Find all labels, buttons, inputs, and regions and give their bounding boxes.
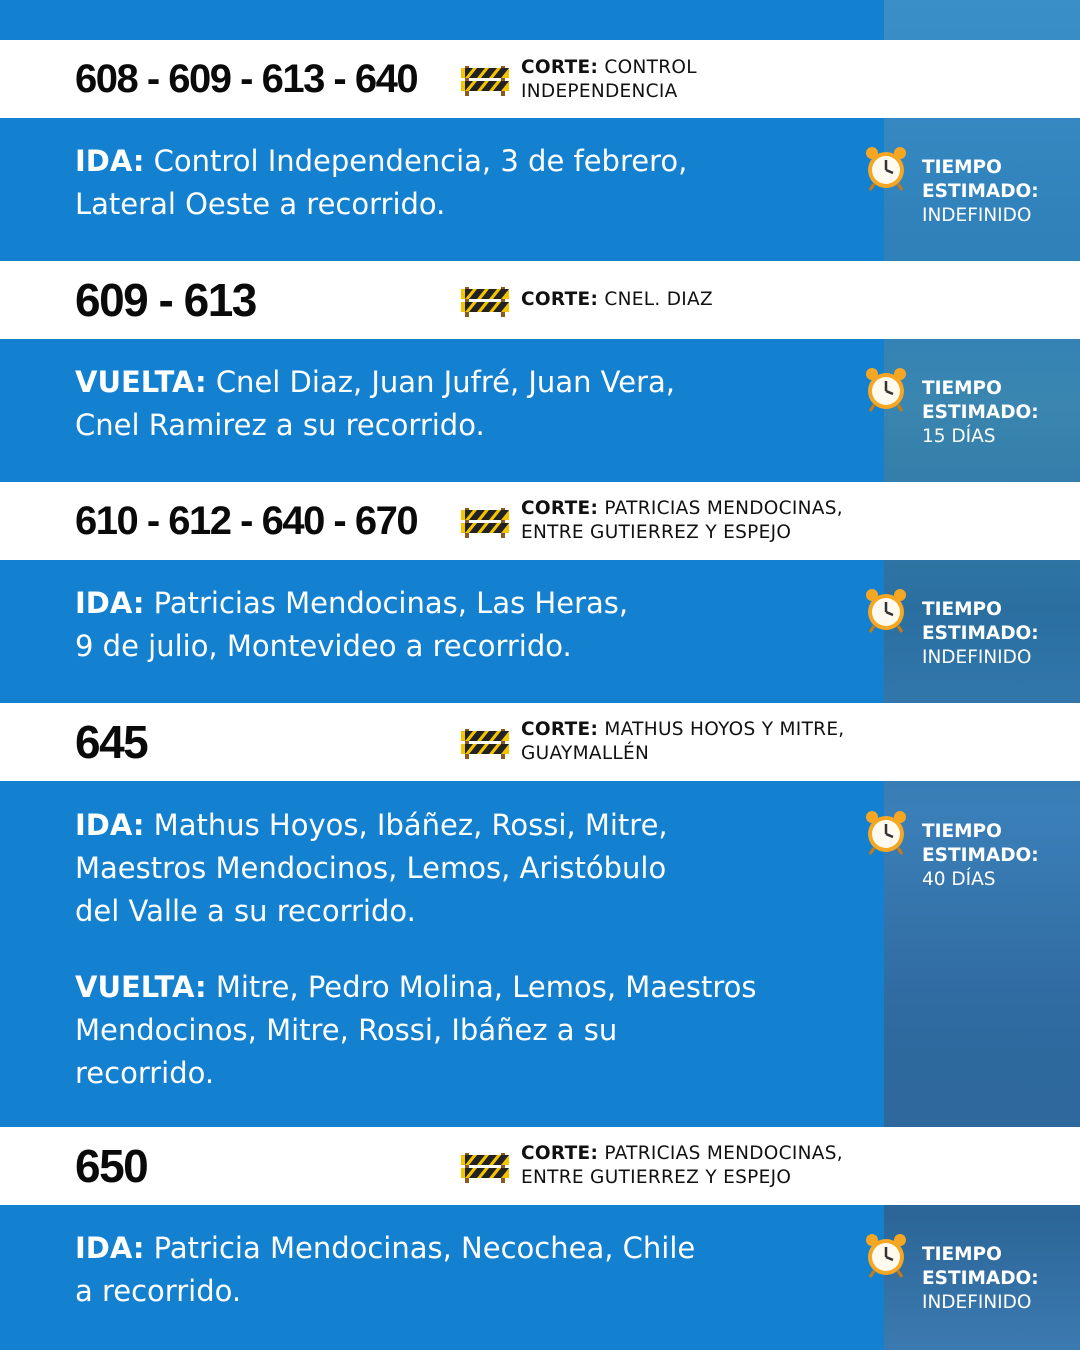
corte-label: CORTE: bbox=[521, 1143, 599, 1164]
route-header-band bbox=[0, 703, 1080, 781]
description-line: Patricia Mendocinas, Necochea, Chile bbox=[153, 1231, 696, 1265]
tiempo-label: TIEMPO bbox=[922, 378, 1002, 399]
route-number: 608 - 609 - 613 - 640 bbox=[75, 57, 418, 101]
estimated-time bbox=[922, 820, 1039, 892]
description-line: Patricias Mendocinas, Las Heras, bbox=[153, 586, 629, 620]
alarm-clock-icon bbox=[862, 365, 910, 413]
estimated-time bbox=[922, 156, 1039, 228]
direction-label: IDA: bbox=[75, 144, 145, 178]
alarm-clock-icon bbox=[862, 808, 910, 856]
corte-label: CORTE: bbox=[521, 57, 599, 78]
route-description bbox=[75, 140, 835, 226]
corte-line: ENTRE GUTIERREZ Y ESPEJO bbox=[521, 522, 792, 543]
tiempo-value: 15 DÍAS bbox=[922, 426, 996, 447]
corte-info bbox=[521, 56, 697, 104]
estimated-time bbox=[922, 377, 1039, 449]
route-number: 645 bbox=[75, 716, 148, 768]
route-number: 650 bbox=[75, 1140, 148, 1192]
direction-label: VUELTA: bbox=[75, 970, 207, 1004]
alarm-clock-icon bbox=[862, 144, 910, 192]
corte-line: PATRICIAS MENDOCINAS, bbox=[604, 1143, 843, 1164]
corte-label: CORTE: bbox=[521, 719, 599, 740]
route-header-band bbox=[0, 40, 1080, 118]
tiempo-label: ESTIMADO: bbox=[922, 845, 1039, 866]
description-line: Mathus Hoyos, Ibáñez, Rossi, Mitre, bbox=[153, 808, 668, 842]
corte-info bbox=[521, 288, 713, 312]
route-description bbox=[75, 966, 835, 1095]
route-header-band bbox=[0, 482, 1080, 560]
tiempo-label: TIEMPO bbox=[922, 1244, 1002, 1265]
description-line: Lateral Oeste a recorrido. bbox=[75, 187, 446, 221]
description-line: recorrido. bbox=[75, 1056, 215, 1090]
route-description bbox=[75, 582, 835, 668]
tiempo-value: 40 DÍAS bbox=[922, 869, 996, 890]
road-barrier-icon bbox=[461, 1149, 509, 1183]
route-number: 609 - 613 bbox=[75, 274, 256, 326]
corte-line: GUAYMALLÉN bbox=[521, 743, 650, 764]
corte-line: CNEL. DIAZ bbox=[604, 289, 713, 310]
road-barrier-icon bbox=[461, 283, 509, 317]
description-line: del Valle a su recorrido. bbox=[75, 894, 416, 928]
corte-line: ENTRE GUTIERREZ Y ESPEJO bbox=[521, 1167, 792, 1188]
route-header-band bbox=[0, 1127, 1080, 1205]
corte-line: MATHUS HOYOS Y MITRE, bbox=[604, 719, 845, 740]
corte-info bbox=[521, 1142, 843, 1190]
description-line: Maestros Mendocinos, Lemos, Aristóbulo bbox=[75, 851, 667, 885]
description-line: Control Independencia, 3 de febrero, bbox=[153, 144, 688, 178]
direction-label: IDA: bbox=[75, 1231, 145, 1265]
corte-line: PATRICIAS MENDOCINAS, bbox=[604, 498, 843, 519]
corte-info bbox=[521, 497, 843, 545]
alarm-clock-icon bbox=[862, 1231, 910, 1279]
tiempo-label: ESTIMADO: bbox=[922, 181, 1039, 202]
route-description bbox=[75, 361, 835, 447]
tiempo-value: INDEFINIDO bbox=[922, 205, 1032, 226]
description-line: Cnel Ramirez a su recorrido. bbox=[75, 408, 485, 442]
tiempo-label: TIEMPO bbox=[922, 599, 1002, 620]
tiempo-value: INDEFINIDO bbox=[922, 1292, 1032, 1313]
road-barrier-icon bbox=[461, 725, 509, 759]
description-line: Cnel Diaz, Juan Jufré, Juan Vera, bbox=[215, 365, 676, 399]
description-line: a recorrido. bbox=[75, 1274, 242, 1308]
corte-info bbox=[521, 718, 845, 766]
tiempo-label: TIEMPO bbox=[922, 157, 1002, 178]
corte-line: CONTROL bbox=[604, 57, 697, 78]
corte-label: CORTE: bbox=[521, 289, 599, 310]
corte-label: CORTE: bbox=[521, 498, 599, 519]
direction-label: IDA: bbox=[75, 586, 145, 620]
estimated-time bbox=[922, 598, 1039, 670]
road-barrier-icon bbox=[461, 62, 509, 96]
description-line: Mitre, Pedro Molina, Lemos, Maestros bbox=[215, 970, 757, 1004]
tiempo-label: ESTIMADO: bbox=[922, 402, 1039, 423]
description-line: 9 de julio, Montevideo a recorrido. bbox=[75, 629, 572, 663]
tiempo-label: ESTIMADO: bbox=[922, 1268, 1039, 1289]
road-barrier-icon bbox=[461, 504, 509, 538]
direction-label: IDA: bbox=[75, 808, 145, 842]
route-header-band bbox=[0, 261, 1080, 339]
route-description bbox=[75, 804, 835, 933]
tiempo-label: TIEMPO bbox=[922, 821, 1002, 842]
tiempo-value: INDEFINIDO bbox=[922, 647, 1032, 668]
estimated-time bbox=[922, 1243, 1039, 1315]
description-line: Mendocinos, Mitre, Rossi, Ibáñez a su bbox=[75, 1013, 618, 1047]
alarm-clock-icon bbox=[862, 586, 910, 634]
direction-label: VUELTA: bbox=[75, 365, 207, 399]
route-description bbox=[75, 1227, 835, 1313]
route-number: 610 - 612 - 640 - 670 bbox=[75, 499, 418, 543]
corte-line: INDEPENDENCIA bbox=[521, 81, 678, 102]
tiempo-label: ESTIMADO: bbox=[922, 623, 1039, 644]
